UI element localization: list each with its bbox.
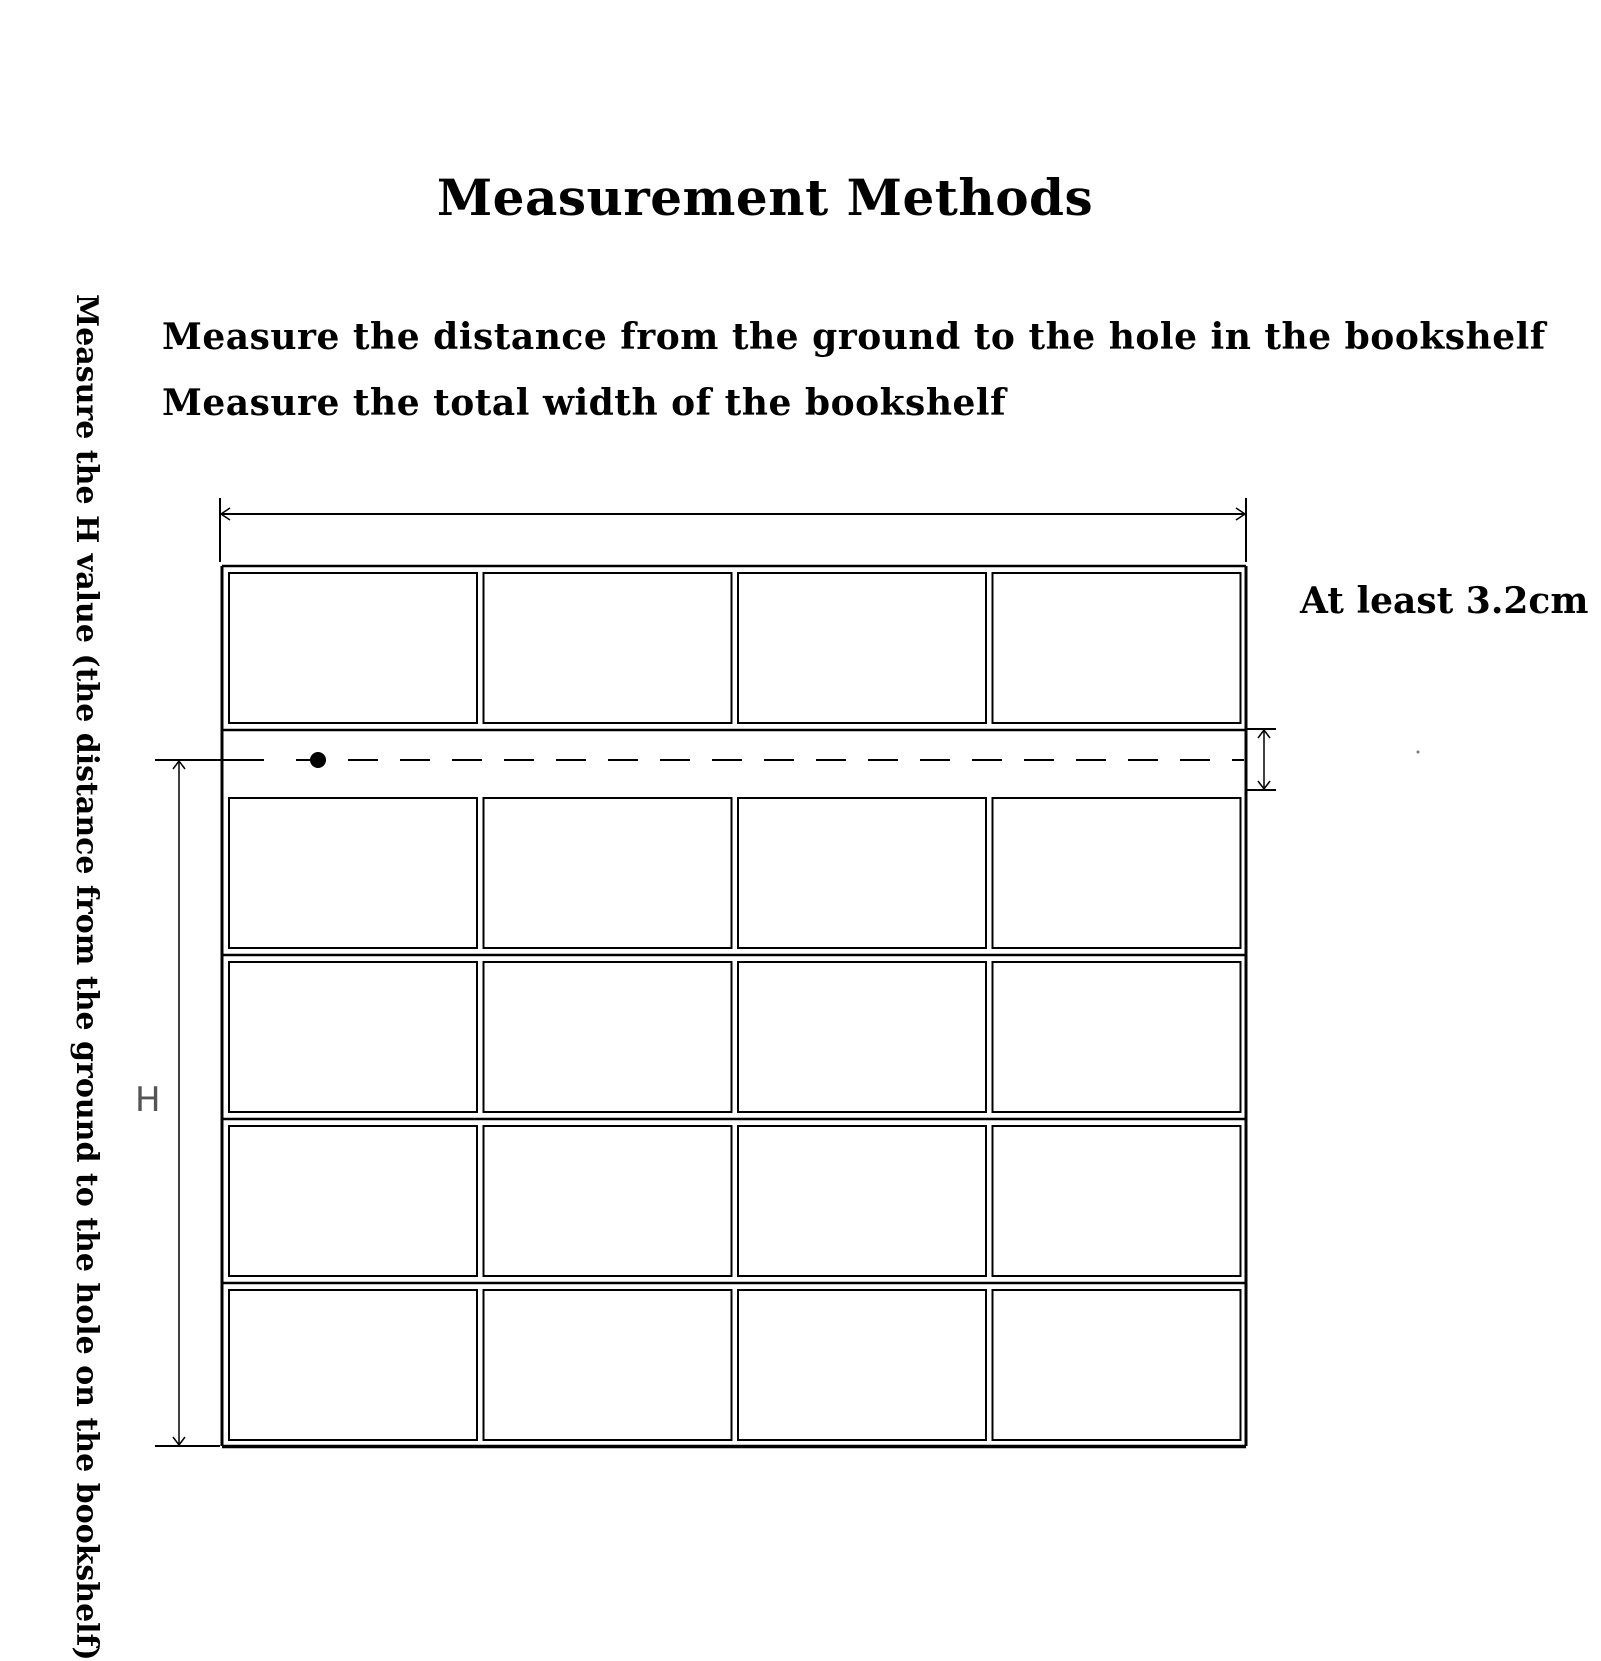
shelf-cell xyxy=(229,1126,477,1276)
shelf-cell xyxy=(484,798,732,948)
shelf-cell xyxy=(738,1290,986,1440)
shelf-cell xyxy=(229,798,477,948)
shelf-cell xyxy=(738,1126,986,1276)
shelf-cell xyxy=(993,573,1241,723)
shelf-cell xyxy=(993,798,1241,948)
shelf-cell xyxy=(484,962,732,1112)
shelf-cell xyxy=(229,962,477,1112)
shelf-cell xyxy=(993,1126,1241,1276)
hole-marker-dot xyxy=(310,752,326,768)
h-dimension xyxy=(155,760,220,1446)
shelf-cell xyxy=(229,1290,477,1440)
shelf-cell xyxy=(484,1290,732,1440)
instruction-height: Measure the distance from the ground to the hole in the bookshelf xyxy=(162,316,1546,358)
h-value-vertical-note: Measure the H value (the distance from the ground to the hole on the bookshelf) xyxy=(69,294,104,1661)
hole-gap-note: At least 3.2cm xyxy=(1300,580,1589,622)
shelf-cell xyxy=(993,962,1241,1112)
h-dimension-label: H xyxy=(135,1080,161,1120)
shelf-cell xyxy=(484,573,732,723)
bookshelf-frame xyxy=(222,566,1246,1447)
hole-gap-dimension xyxy=(1246,729,1276,790)
shelf-cell xyxy=(484,1126,732,1276)
page-title: Measurement Methods xyxy=(436,168,1094,227)
shelf-cell xyxy=(229,573,477,723)
shelf-cell xyxy=(993,1290,1241,1440)
shelf-cell xyxy=(738,573,986,723)
width-dimension xyxy=(220,498,1246,562)
shelf-cell xyxy=(738,798,986,948)
instruction-width: Measure the total width of the bookshelf xyxy=(162,382,1007,424)
shelf-cell xyxy=(738,962,986,1112)
stray-dot xyxy=(1417,751,1420,754)
